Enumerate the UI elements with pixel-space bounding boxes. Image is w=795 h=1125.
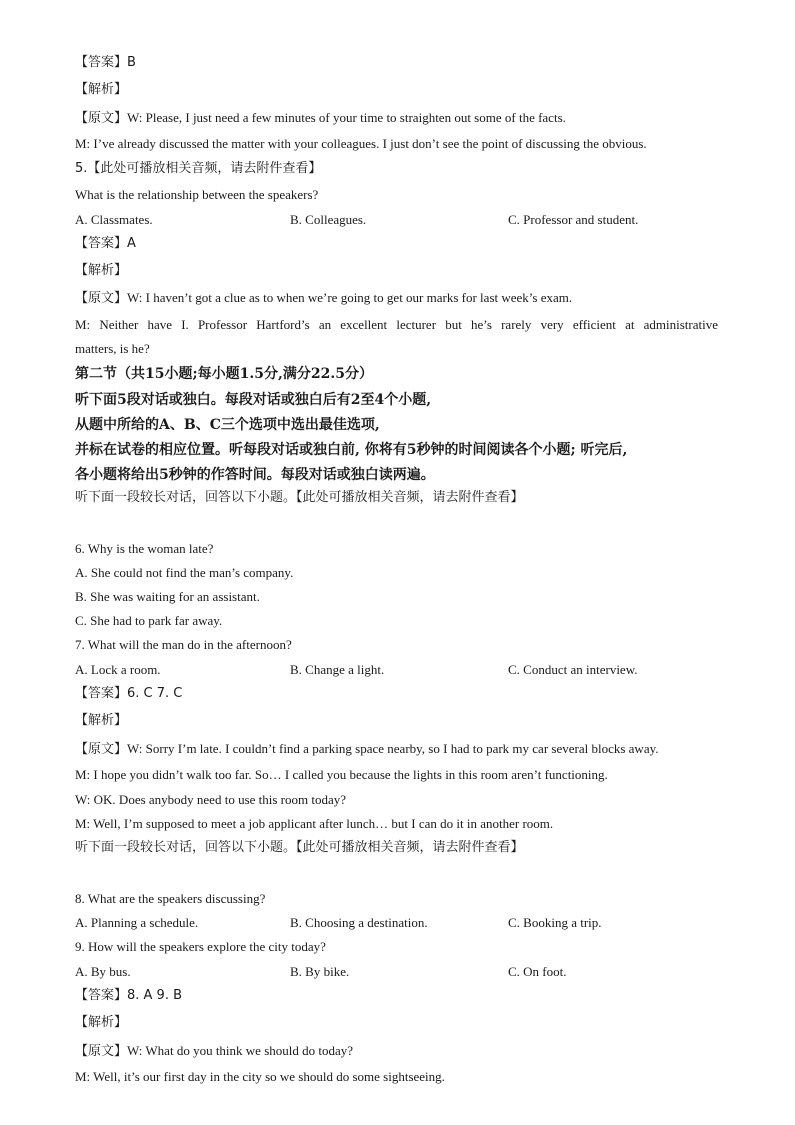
answer-label: 【答案】8. A 9. B — [75, 988, 183, 1003]
options-row — [75, 662, 725, 678]
option-b: B. Change a light. — [290, 662, 385, 677]
analysis-label: 【解析】 — [75, 1015, 128, 1030]
option-a: A. Lock a room. — [75, 662, 161, 677]
options-row — [75, 915, 725, 931]
options-row — [75, 212, 725, 228]
option-a: A. By bus. — [75, 964, 131, 979]
transcript-line: M: Well, I’m supposed to meet a job applicant after lunch… but I can do it in another room. — [75, 816, 554, 831]
instruction-line: 从题中所给的A、B、C三个选项中选出最佳选项, — [75, 417, 380, 433]
option-b: B. She was waiting for an assistant. — [75, 589, 260, 604]
instruction-line: 并标在试卷的相应位置。听每段对话或独白前, 你将有5秒钟的时间阅读各个小题; 听完后, — [75, 442, 628, 458]
question-text: 6. Why is the woman late? — [75, 541, 214, 556]
analysis-label: 【解析】 — [75, 713, 128, 728]
section-audio-note: 听下面一段较长对话，回答以下小题。【此处可播放相关音频，请去附件查看】 — [75, 840, 524, 855]
question-text: 7. What will the man do in the afternoon? — [75, 637, 292, 652]
option-c: C. On foot. — [508, 964, 567, 979]
option-a: A. She could not find the man’s company. — [75, 565, 294, 580]
option-a: A. Planning a schedule. — [75, 915, 199, 930]
question-text: 8. What are the speakers discussing? — [75, 891, 266, 906]
transcript-line: M: I’ve already discussed the matter with your colleagues. I just don’t see the point of discussing the obvious. — [75, 136, 647, 151]
option-b: B. Colleagues. — [290, 212, 367, 227]
answer-label: 【答案】B — [75, 55, 136, 70]
transcript-line: matters, is he? — [75, 341, 150, 356]
section-heading: 第二节（共15小题;每小题1.5分,满分22.5分） — [75, 366, 373, 382]
answer-label: 【答案】A — [75, 236, 136, 251]
transcript-line: W: OK. Does anybody need to use this room today? — [75, 792, 347, 807]
analysis-label: 【解析】 — [75, 82, 128, 97]
option-c: C. Professor and student. — [508, 212, 639, 227]
analysis-label: 【解析】 — [75, 263, 128, 278]
option-b: B. By bike. — [290, 964, 350, 979]
question-text: What is the relationship between the speakers? — [75, 187, 319, 202]
instruction-line: 听下面5段对话或独白。每段对话或独白后有2至4个小题, — [75, 392, 432, 408]
transcript-line: 【原文】W: What do you think we should do today? — [75, 1043, 354, 1058]
instruction-line: 各小题将给出5秒钟的作答时间。每段对话或独白读两遍。 — [75, 467, 435, 483]
question-audio-note: 5.【此处可播放相关音频，请去附件查看】 — [75, 161, 322, 176]
transcript-line: 【原文】W: Sorry I’m late. I couldn’t find a parking space nearby, so I had to park my car several blocks away. — [75, 741, 659, 756]
transcript-line: M: I hope you didn’t walk too far. So… I called you because the lights in this room aren’t functioning. — [75, 767, 608, 782]
transcript-line: M: Well, it’s our first day in the city so we should do some sightseeing. — [75, 1069, 445, 1084]
option-c: C. Booking a trip. — [508, 915, 602, 930]
option-c: C. Conduct an interview. — [508, 662, 638, 677]
option-b: B. Choosing a destination. — [290, 915, 428, 930]
transcript-line: 【原文】W: I haven’t got a clue as to when we’re going to get our marks for last week’s exam. — [75, 290, 573, 305]
transcript-line: 【原文】W: Please, I just need a few minutes of your time to straighten out some of the facts. — [75, 110, 566, 125]
question-text: 9. How will the speakers explore the city today? — [75, 939, 326, 954]
option-a: A. Classmates. — [75, 212, 153, 227]
option-c: C. She had to park far away. — [75, 613, 223, 628]
options-row — [75, 964, 725, 980]
section-audio-note: 听下面一段较长对话，回答以下小题。【此处可播放相关音频，请去附件查看】 — [75, 490, 524, 505]
transcript-line: M: Neither have I. Professor Hartford’s an excellent lecturer but he’s rarely very efficient at administrative — [75, 317, 718, 332]
answer-label: 【答案】6. C 7. C — [75, 686, 183, 701]
